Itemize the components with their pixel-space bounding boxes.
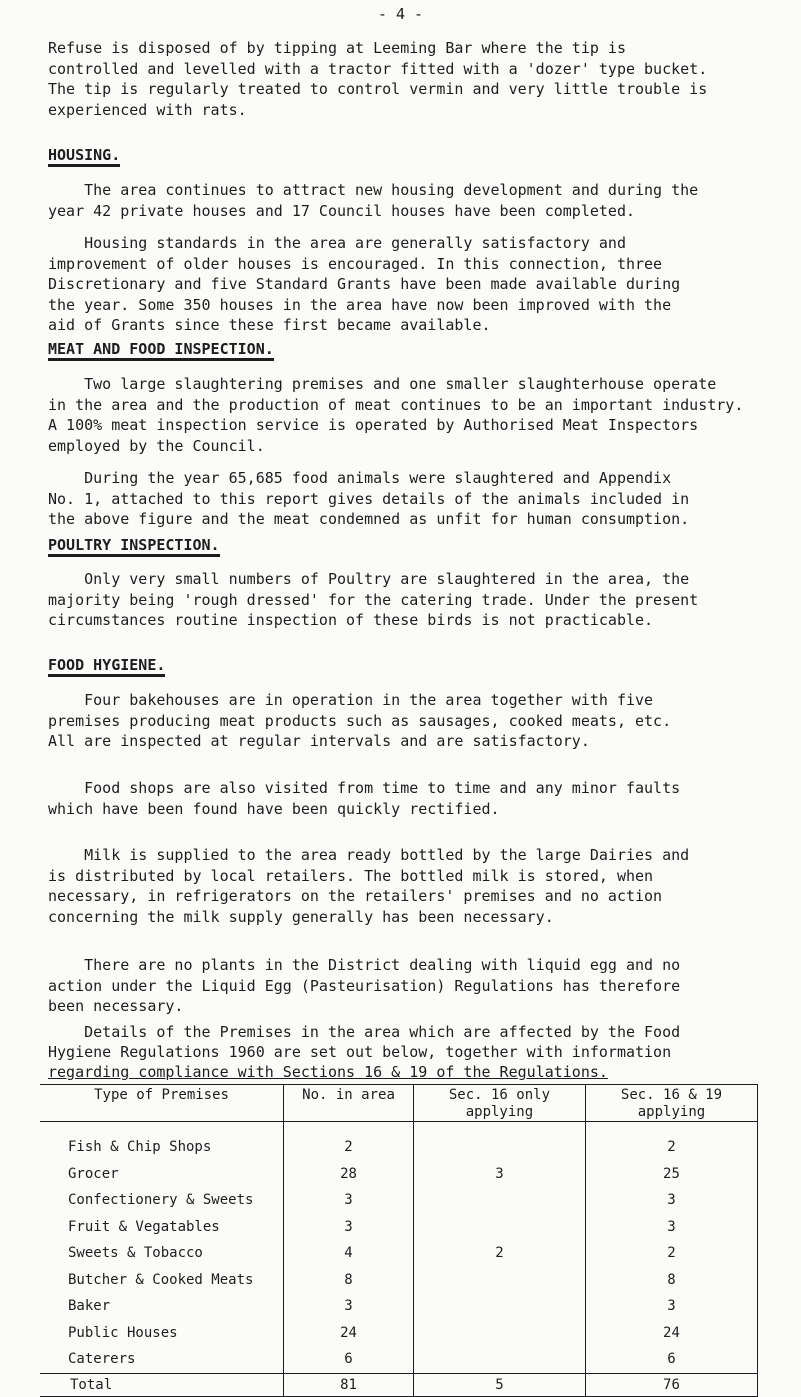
total-label: Total [40, 1373, 284, 1396]
housing-heading: HOUSING. [48, 146, 120, 164]
cell-sec1619: 3 [585, 1293, 757, 1320]
cell-type: Sweets & Tobacco [68, 1245, 203, 1262]
table-row [40, 1346, 758, 1373]
total-number: 81 [284, 1373, 414, 1396]
poultry-paragraph: Only very small numbers of Poultry are slaughtered in the area, the majority being 'rough dressed' for the catering trade. Under the present circumstances routine inspection of these birds is not practicable. [48, 570, 699, 629]
cell-type: Butcher & Cooked Meats [68, 1271, 254, 1288]
cell-sec1619: 6 [585, 1346, 757, 1373]
cell-number: 6 [284, 1346, 414, 1373]
table-total-row [40, 1373, 758, 1396]
cell-type: Public Houses [68, 1324, 178, 1341]
food-paragraph-3: Milk is supplied to the area ready bottled by the large Dairies and is distributed by local retailers. The bottled milk is stored, when necessary, in refrigerators on the retailers' premises and no action concerning the milk supply generally has been necessary. [48, 846, 690, 926]
cell-sec1619: 3 [585, 1187, 757, 1214]
cell-number: 3 [284, 1214, 414, 1241]
cell-sec16 [413, 1187, 585, 1214]
table-intro-line-3: regarding compliance with Sections 16 & 19 of the Regulations. [48, 1063, 608, 1081]
poultry-heading: POULTRY INSPECTION. [48, 536, 220, 554]
cell-sec1619: 3 [585, 1214, 757, 1241]
cell-number: 3 [284, 1293, 414, 1320]
refuse-paragraph: Refuse is disposed of by tipping at Leeming Bar where the tip is controlled and levelled with a tractor fitted with a 'dozer' type bucket. The tip is regularly treated to control vermin and very little trouble is experienced with rats. [48, 39, 708, 119]
table-row [40, 1267, 758, 1294]
food-hygiene-heading: FOOD HYGIENE. [48, 656, 165, 674]
cell-type: Grocer [68, 1165, 119, 1182]
cell-sec16: 2 [413, 1240, 585, 1267]
cell-number: 28 [284, 1161, 414, 1188]
cell-sec16: 3 [413, 1161, 585, 1188]
food-paragraph-2: Food shops are also visited from time to time and any minor faults which have been found have been quickly rectified. [48, 779, 681, 818]
cell-sec1619: 8 [585, 1267, 757, 1294]
header-sec16-19: Sec. 16 & 19 applying [585, 1085, 757, 1122]
table-row [40, 1320, 758, 1347]
meat-paragraph-1: Two large slaughtering premises and one smaller slaughterhouse operate in the area and the production of meat continues to be an important industry. A 100% meat inspection service is operated by Authorised Meat Inspectors employed by the Council. [48, 375, 744, 455]
cell-sec16 [413, 1346, 585, 1373]
header-sec16-only: Sec. 16 only applying [413, 1085, 585, 1122]
cell-type: Confectionery & Sweets [68, 1192, 254, 1209]
table-header-row [40, 1085, 758, 1122]
cell-type: Baker [68, 1298, 111, 1315]
food-paragraph-4: There are no plants in the District dealing with liquid egg and no action under the Liquid Egg (Pasteurisation) Regulations has therefore been necessary. [48, 956, 681, 1015]
total-sec16: 5 [413, 1373, 585, 1396]
cell-sec1619: 2 [585, 1122, 757, 1161]
cell-sec16 [413, 1293, 585, 1320]
cell-number: 4 [284, 1240, 414, 1267]
cell-sec16 [413, 1214, 585, 1241]
housing-paragraph-1: The area continues to attract new housing development and during the year 42 private houses and 17 Council houses have been completed. [48, 181, 699, 220]
cell-sec1619: 24 [585, 1320, 757, 1347]
cell-sec1619: 2 [585, 1240, 757, 1267]
cell-number: 3 [284, 1187, 414, 1214]
premises-table [40, 1084, 758, 1397]
table-row [40, 1240, 758, 1267]
header-number-in-area: No. in area [284, 1085, 414, 1122]
cell-type: Fish & Chip Shops [68, 1139, 212, 1156]
total-sec1619: 76 [585, 1373, 757, 1396]
cell-type: Caterers [68, 1351, 136, 1368]
table-intro-line-1: Details of the Premises in the area which are affected by the Food [48, 1023, 681, 1041]
cell-number: 2 [284, 1122, 414, 1161]
cell-number: 24 [284, 1320, 414, 1347]
meat-paragraph-2: During the year 65,685 food animals were slaughtered and Appendix No. 1, attached to this report gives details of the animals included in the above figure and the meat condemned as unfit for human consumption. [48, 469, 690, 528]
table-row [40, 1214, 758, 1241]
table-intro-line-2: Hygiene Regulations 1960 are set out below, together with information [48, 1043, 672, 1061]
housing-paragraph-2: Housing standards in the area are generally satisfactory and improvement of older houses is encouraged. In this connection, three Discretionary and five Standard Grants have been made available during the year. Some 350 houses in the area have now been improved with the aid of Grants since these first became available. [48, 234, 681, 334]
premises-table-container [40, 1084, 760, 1397]
meat-heading: MEAT AND FOOD INSPECTION. [48, 340, 274, 358]
food-paragraph-1: Four bakehouses are in operation in the area together with five premises producing meat products such as sausages, cooked meats, etc. All are inspected at regular intervals and are satisfactory. [48, 691, 672, 750]
table-row [40, 1293, 758, 1320]
cell-sec16 [413, 1267, 585, 1294]
page-number: - 4 - [377, 5, 424, 23]
cell-sec1619: 25 [585, 1161, 757, 1188]
cell-type: Fruit & Vegatables [68, 1218, 220, 1235]
cell-sec16 [413, 1122, 585, 1161]
table-row [40, 1161, 758, 1188]
cell-number: 8 [284, 1267, 414, 1294]
table-row [40, 1122, 758, 1161]
cell-sec16 [413, 1320, 585, 1347]
table-row [40, 1187, 758, 1214]
header-type-of-premises: Type of Premises [40, 1085, 284, 1122]
